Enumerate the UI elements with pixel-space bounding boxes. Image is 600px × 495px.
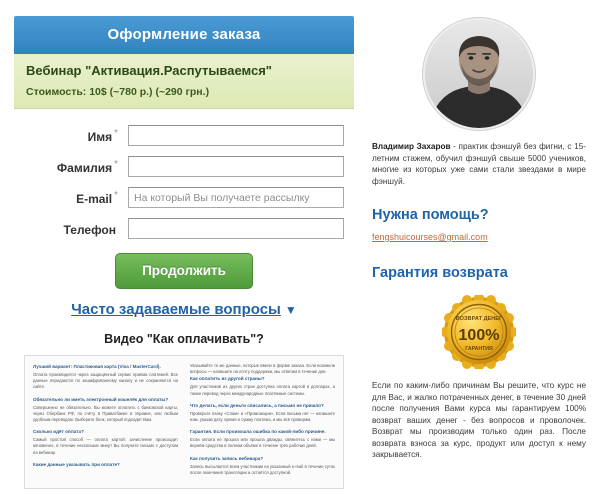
faq-item: Лучший вариант: Пластиковая карта (Visa / MasterCard). Оплата производится через защищённый сервис приёма платежей. Все данные передаются по зашифрованному каналу и не сохраняются на сайте. [33,364,178,390]
order-form-column [14,16,354,475]
chevron-down-icon[interactable]: ▼ [284,303,297,317]
label-surname: Фамилия * [56,158,118,175]
faq-item: Гарантия. Если произошла ошибка по какой-либо причине. Если оплата не прошла или прошла дважды, свяжитесь с нами — мы вернём средства в полном объёме в течение трёх рабочих дней. [190,429,335,449]
author-name: Владимир Захаров [372,142,451,151]
faq-item: Как получить запись вебинара? Запись высылается всем участникам на указанный e-mail в течение суток после окончания трансляции и остаётся доступной. [190,455,335,475]
faq-item: Обязательно ли иметь электронный кошелёк для оплаты? Совершенно не обязательно. Вы можете оплатить с банковской карты, через Сбербанк РФ, по счёту в Приватбанке в Украине, или любым удобным переводом. Выберите блок, который подходит Вам. [33,396,178,423]
label-name: Имя * [87,127,118,144]
field-row-email [24,187,344,208]
email-input[interactable] [128,187,344,208]
author-bio-text: - практик фэншуй без фигни, с 15-летним стажем, обучил фэншуй свыше 5000 учеников, многие из которых уже сами стали звездами в мире фэншуй. [372,142,586,186]
guarantee-seal [442,295,516,369]
guarantee-seal-wrap [372,295,586,369]
last-name-input[interactable] [128,156,344,177]
order-header-title: Оформление заказа [14,16,354,54]
faq-toggle-row [24,301,344,319]
svg-text:100%: 100% [458,327,500,344]
faq-item: Какие данные указывать при оплате? Указывайте те же данные, которые ввели в форме заказа. Если возникли вопросы — напишите на почту поддержки, мы ответим в течение дня. [33,363,335,467]
field-row-name [24,125,344,146]
avatar-wrap [372,18,586,130]
author-bio [372,141,586,187]
faq-item: Сколько идёт оплата? Самый простой способ — оплата картой: зачисление происходит мгновенно, в течение нескольких минут Вы получите письмо с доступом на вебинар. [33,429,178,455]
svg-text:ВОЗВРАТ ДЕНЕГ: ВОЗВРАТ ДЕНЕГ [455,316,503,322]
label-email: E-mail * [76,189,118,206]
continue-button[interactable]: Продолжить [115,253,253,289]
product-summary [14,54,354,109]
label-phone: Телефон [63,222,116,237]
guarantee-heading: Гарантия возврата [372,265,508,281]
first-name-input[interactable] [128,125,344,146]
avatar [423,18,535,130]
price-line: Стоимость: 10$ (~780 р.) (~290 грн.) [26,86,210,98]
required-marker-surname: * [114,158,118,170]
guarantee-text: Если по каким-либо причинам Вы решите, что курс не для Вас, и жалко потраченных денег, в течение 30 дней после получения Вами курса мы гарантируем 100% возврат ваших денег - без вопросов и проволочек. Возврат мы производим только один раз. После возврата взноса за курс, продукт или доступ к нему закрывается. [372,381,586,459]
guarantee-badge-icon [442,295,516,369]
svg-text:ГАРАНТИЯ: ГАРАНТИЯ [465,346,493,352]
webinar-title: Вебинар "Активация.Распутываемся" [26,63,272,78]
help-heading: Нужна помощь? [372,207,489,223]
submit-row [24,253,344,289]
video-section-title: Видео "Как оплачивать"? [104,332,264,346]
support-email-link[interactable]: fengshuicourses@gmail.com [372,232,488,242]
faq-body-text [24,355,344,489]
checkout-form [14,109,354,495]
required-marker-email: * [114,189,118,201]
phone-input[interactable] [128,218,344,239]
field-row-phone [24,218,344,239]
faq-item: Как оплатить из другой страны? Для участников из других стран доступна оплата картой в долларах, а также перевод через международные платёжные системы. [190,376,335,396]
faq-link[interactable]: Часто задаваемые вопросы [71,301,281,318]
field-row-surname [24,156,344,177]
required-marker-name: * [114,127,118,139]
faq-item: Что делать, если деньги списались, а письмо не пришло? Проверьте папку «Спам» и «Промоакции». Если письма нет — напишите нам, указав дату, время и сумму платежа, и мы всё проверим. [190,402,335,423]
author-portrait-icon [425,20,533,128]
sidebar [372,16,586,468]
